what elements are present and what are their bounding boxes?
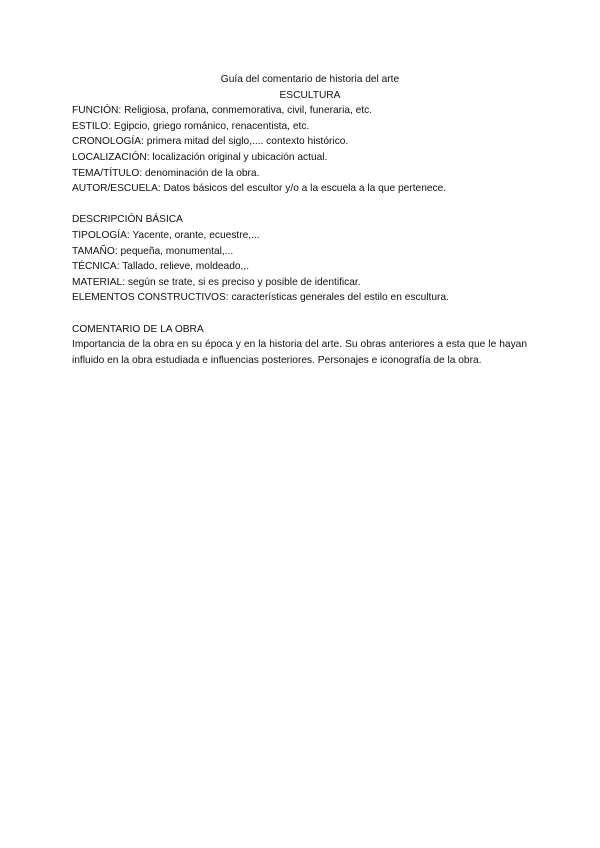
spacer xyxy=(72,306,532,322)
line-autor-escuela: AUTOR/ESCUELA: Datos básicos del escultor y/o a la escuela a la que pertenece. xyxy=(72,183,447,195)
line-material: MATERIAL: según se trate, si es preciso y posible de identificar. xyxy=(72,276,361,288)
document-subtitle: ESCULTURA xyxy=(279,89,341,101)
line-estilo: ESTILO: Egipcio, griego románico, renacentista, etc. xyxy=(72,120,310,132)
line-elementos-constructivos: ELEMENTOS CONSTRUCTIVOS: características generales del estilo en escultura. xyxy=(72,292,449,304)
section-heading-descripcion: DESCRIPCIÓN BÁSICA xyxy=(72,214,183,226)
spacer xyxy=(72,197,532,213)
line-tipologia: TIPOLOGÍA: Yacente, orante, ecuestre,... xyxy=(72,229,260,241)
line-cronologia: CRONOLOGÍA: primera mitad del siglo,.... contexto histórico. xyxy=(72,136,349,148)
line-tamano: TAMAÑO: pequeña, monumental,... xyxy=(72,245,234,257)
line-funcion: FUNCIÓN: Religiosa, profana, conmemorativa, civil, funeraria, etc. xyxy=(72,105,373,117)
document-content xyxy=(72,72,532,368)
section-heading-comentario: COMENTARIO DE LA OBRA xyxy=(72,323,204,335)
line-tecnica: TÉCNICA: Tallado, relieve, moldeado,,. xyxy=(72,261,250,273)
comentario-paragraph: Importancia de la obra en su época y en la historia del arte. Su obras anteriores a esta que le hayan influido en la obra estudiada e influencias posteriores. Personajes e iconografía de la obra. xyxy=(72,339,527,366)
line-localizacion: LOCALIZACIÓN: localización original y ubicación actual. xyxy=(72,151,328,163)
document-title: Guía del comentario de historia del arte xyxy=(220,74,400,85)
line-tema-titulo: TEMA/TÍTULO: denominación de la obra. xyxy=(72,167,260,179)
